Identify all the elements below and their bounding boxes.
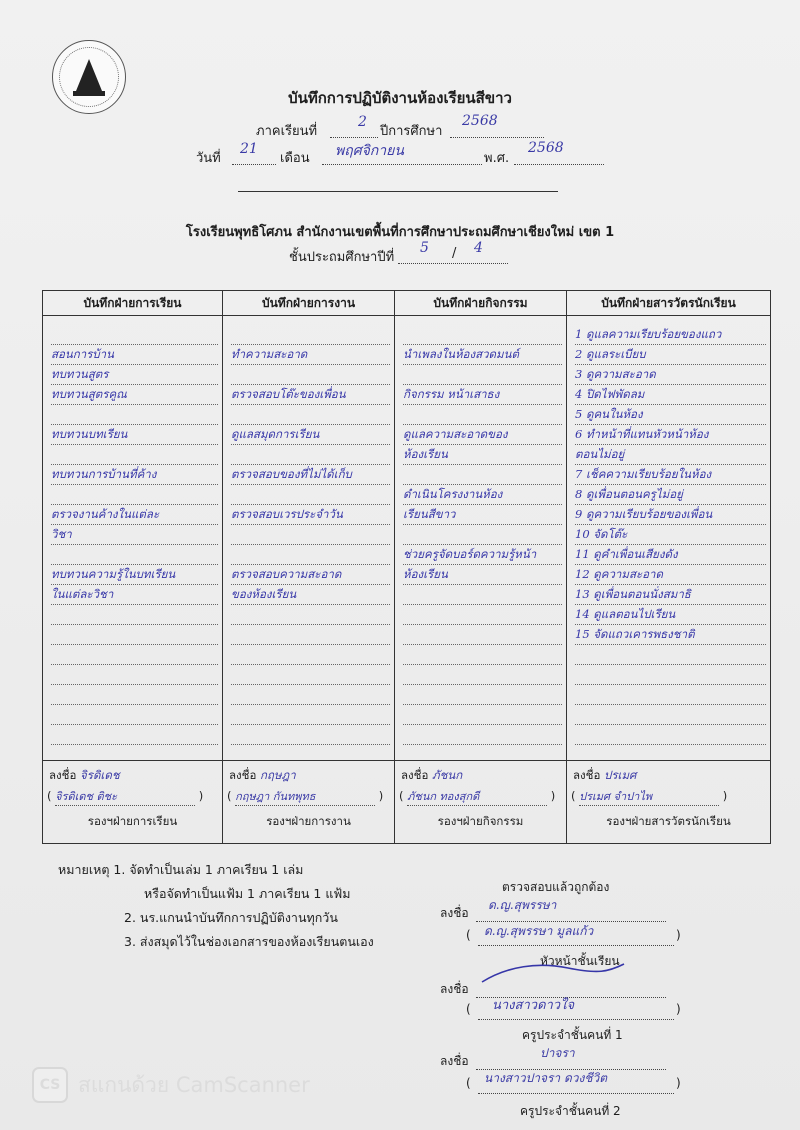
note-line: 2. นร.แกนนำบันทึกการปฏิบัติงานทุกวัน (124, 910, 338, 925)
head-sign-label: ลงชื่อ (440, 906, 469, 920)
month-value: พฤศจิกายน (335, 143, 404, 159)
log-entry (231, 406, 390, 425)
log-entry: ตรวจสอบความสะอาด (231, 566, 390, 585)
log-entry (51, 686, 218, 705)
header-inspector: บันทึกฝ่ายสารวัตรนักเรียน (567, 291, 771, 316)
camscanner-text: สแกนด้วย CamScanner (78, 1072, 310, 1097)
signer-role: รองฯฝ่ายการเรียน (87, 814, 178, 828)
handwritten-signature: กฤษฎา (260, 768, 296, 782)
log-entry (231, 686, 390, 705)
log-entry (231, 326, 390, 345)
log-table (42, 290, 771, 844)
activity-entries (395, 316, 566, 760)
log-entry (51, 666, 218, 685)
teacher1-sign-label: ลงชื่อ (440, 982, 469, 996)
log-entry (51, 606, 218, 625)
log-entry (403, 626, 562, 645)
log-entry: 10 จัดโต๊ะ (575, 526, 766, 545)
note-line: หมายเหตุ 1. จัดทำเป็นเล่ม 1 ภาคเรียน 1 เล่ม (58, 862, 304, 877)
signature-block-work: ลงชื่อ กฤษฎา ( กฤษฎา กันทพุทธ ) รองฯฝ่ายการงาน (223, 761, 394, 843)
log-entry: ดำเนินโครงงานห้อง (403, 486, 562, 505)
year-label: ปีการศึกษา (380, 124, 443, 139)
log-entry: เรียนสีขาว (403, 506, 562, 525)
log-entry (231, 666, 390, 685)
log-entry (231, 626, 390, 645)
approval-heading: ตรวจสอบแล้วถูกต้อง (502, 880, 610, 894)
signer-role: รองฯฝ่ายกิจกรรม (437, 814, 524, 828)
log-entry: 5 ดูคนในห้อง (575, 406, 766, 425)
log-entry: ทำความสะอาด (231, 346, 390, 365)
log-entry: ดูแลสมุดการเรียน (231, 426, 390, 445)
teacher1-role: ครูประจำชั้นคนที่ 1 (522, 1028, 623, 1042)
head-paren-close: ) (676, 928, 681, 942)
log-entry (231, 526, 390, 545)
teacher2-sign-label: ลงชื่อ (440, 1054, 469, 1068)
log-entry: ของห้องเรียน (231, 586, 390, 605)
log-entry (403, 606, 562, 625)
handwritten-signature: จิรดิเดช (80, 768, 120, 782)
teacher1-paren-open: ( (466, 1002, 471, 1016)
sign-label: ลงชื่อ (401, 768, 429, 782)
log-entry (403, 586, 562, 605)
sign-label: ลงชื่อ (573, 768, 601, 782)
teacher2-paren-open: ( (466, 1076, 471, 1090)
log-entry: 11 ดูคำเพื่อนเสียงดัง (575, 546, 766, 565)
log-entry: ทบทวนสูตร (51, 366, 218, 385)
log-entry (51, 646, 218, 665)
semester-value: 2 (358, 114, 367, 130)
log-entry (51, 746, 218, 760)
log-entry (231, 546, 390, 565)
log-entry (51, 706, 218, 725)
teacher1-paren-close: ) (676, 1002, 681, 1016)
teacher2-paren-close: ) (676, 1076, 681, 1090)
log-entry: ทบทวนสูตรคูณ (51, 386, 218, 405)
log-entry: 9 ดูความเรียบร้อยของเพื่อน (575, 506, 766, 525)
log-entry: กิจกรรม หน้าเสาธง (403, 386, 562, 405)
header-divider (238, 191, 558, 192)
signer-name: ภัชนก ทองสุกดี (407, 787, 547, 806)
teacher2-signature: ปาจรา (540, 1046, 575, 1060)
handwritten-signature: ปรเมศ (604, 768, 637, 782)
date-value: 21 (240, 141, 258, 157)
log-entry (403, 326, 562, 345)
log-entry: 15 จัดแถวเคารพธงชาติ (575, 626, 766, 645)
head-role: หัวหน้าชั้นเรียน (540, 954, 620, 968)
log-entry: 8 ดูเพื่อนตอนครูไม่อยู่ (575, 486, 766, 505)
log-entry: ตอนไม่อยู่ (575, 446, 766, 465)
signer-role: รองฯฝ่ายสารวัตรนักเรียน (606, 814, 731, 828)
header-academic: บันทึกฝ่ายการเรียน (43, 291, 223, 316)
header-activity: บันทึกฝ่ายกิจกรรม (395, 291, 567, 316)
date-label: วันที่ (196, 151, 221, 166)
be-label: พ.ศ. (484, 151, 510, 166)
log-entry: ทบทวนบทเรียน (51, 426, 218, 445)
signer-name: กฤษฎา กันทพุทธ (235, 787, 375, 806)
log-entry: ตรวจสอบโต๊ะของเพื่อน (231, 386, 390, 405)
log-entry (231, 486, 390, 505)
log-entry: 1 ดูแลความเรียบร้อยของแถว (575, 326, 766, 345)
log-entry: ตรวจงานค้างในแต่ละ (51, 506, 218, 525)
log-table-body-row (43, 316, 771, 761)
head-signature: ด.ญ.สุพรรษา (488, 898, 557, 912)
grade-label: ชั้นประถมศึกษาปีที่ (289, 250, 395, 265)
log-entry (575, 666, 766, 685)
notes-block (58, 858, 374, 954)
month-label: เดือน (280, 151, 310, 166)
grade-value: 5 (420, 240, 429, 256)
log-entry (575, 706, 766, 725)
sign-label: ลงชื่อ (229, 768, 257, 782)
log-entry: 13 ดูเพื่อนตอนนั่งสมาธิ (575, 586, 766, 605)
log-entry: สอนการบ้าน (51, 346, 218, 365)
log-entry: 4 ปิดไฟพัดลม (575, 386, 766, 405)
log-entry (231, 446, 390, 465)
log-entry (231, 706, 390, 725)
log-table-header-row (43, 291, 771, 316)
log-entry (403, 666, 562, 685)
log-entry: ดูแลความสะอาดของ (403, 426, 562, 445)
semester-field (330, 121, 378, 138)
log-entry (403, 686, 562, 705)
log-entry: ห้องเรียน (403, 566, 562, 585)
log-entry: ช่วยครูจัดบอร์ดความรู้หน้า (403, 546, 562, 565)
header-work: บันทึกฝ่ายการงาน (223, 291, 395, 316)
sign-label: ลงชื่อ (49, 768, 77, 782)
log-entry (403, 406, 562, 425)
log-entry: 3 ดูความสะอาด (575, 366, 766, 385)
log-entry: ตรวจสอบเวรประจำวัน (231, 506, 390, 525)
log-entry (51, 726, 218, 745)
camscanner-watermark (32, 1067, 310, 1103)
log-entry: นำเพลงในห้องสวดมนต์ (403, 346, 562, 365)
log-entry (231, 606, 390, 625)
signer-name: จิรดิเดช ติชะ (55, 787, 195, 806)
log-entry (403, 526, 562, 545)
log-entry: วิชา (51, 526, 218, 545)
teacher1-signature-flourish (478, 958, 628, 988)
signature-block-academic: ลงชื่อ จิรดิเดช ( จิรดิเดช ติชะ ) รองฯฝ่ายการเรียน (43, 761, 222, 843)
log-entry (231, 726, 390, 745)
semester-label: ภาคเรียนที่ (256, 124, 318, 139)
work-entries (223, 316, 394, 760)
log-entry (51, 546, 218, 565)
log-entry (403, 366, 562, 385)
log-entry (51, 486, 218, 505)
inspector-entries (567, 316, 770, 760)
log-entry: 2 ดูแลระเบียบ (575, 346, 766, 365)
year-value: 2568 (462, 113, 498, 129)
log-entry (51, 446, 218, 465)
log-entry: ทบทวนความรู้ในบทเรียน (51, 566, 218, 585)
log-entry: ทบทวนการบ้านที่ค้าง (51, 466, 218, 485)
teacher1-name: นางสาวดาวใจ (492, 998, 575, 1013)
note-line: หรือจัดทำเป็นแฟ้ม 1 ภาคเรียน 1 แฟ้ม (144, 886, 351, 901)
log-entry (403, 746, 562, 760)
teacher2-name: นางสาวปาจรา ดวงชีวิต (484, 1071, 608, 1085)
handwritten-signature: ภัชนก (432, 768, 463, 782)
teacher2-role: ครูประจำชั้นคนที่ 2 (520, 1104, 621, 1118)
be-value: 2568 (528, 140, 564, 156)
log-entry: 7 เช็คความเรียบร้อยในห้อง (575, 466, 766, 485)
log-entry: 12 ดูความสะอาด (575, 566, 766, 585)
log-entry (575, 746, 766, 760)
log-entry: ตรวจสอบของที่ไม่ได้เก็บ (231, 466, 390, 485)
log-entry (403, 706, 562, 725)
signer-name: ปรเมศ จำปาไพ (579, 787, 719, 806)
signer-role: รองฯฝ่ายการงาน (266, 814, 351, 828)
signature-block-inspector: ลงชื่อ ปรเมศ ( ปรเมศ จำปาไพ ) รองฯฝ่ายสารวัตรนักเรียน (567, 761, 770, 843)
note-line: 3. ส่งสมุดไว้ในช่องเอกสารของห้องเรียนตนเอง (124, 934, 374, 949)
log-entry: 14 ดูแลตอนไปเรียน (575, 606, 766, 625)
log-entry (403, 466, 562, 485)
log-entry (51, 326, 218, 345)
log-entry (575, 686, 766, 705)
log-entry (403, 646, 562, 665)
log-entry (51, 626, 218, 645)
log-entry: 6 ทำหน้าที่แทนหัวหน้าห้อง (575, 426, 766, 445)
document-title: บันทึกการปฏิบัติงานห้องเรียนสีขาว (288, 89, 512, 107)
log-table-signature-row (43, 761, 771, 844)
head-paren-open: ( (466, 928, 471, 942)
school-name: โรงเรียนพุทธิโศภน สำนักงานเขตพื้นที่การศึกษาประถมศึกษาเชียงใหม่ เขต 1 (185, 225, 615, 240)
room-value: 4 (474, 240, 483, 256)
log-entry (231, 646, 390, 665)
camscanner-logo-icon: CS (32, 1067, 68, 1103)
log-entry: ในแต่ละวิชา (51, 586, 218, 605)
log-entry (575, 726, 766, 745)
log-entry (231, 366, 390, 385)
log-entry (231, 746, 390, 760)
academic-entries (43, 316, 222, 760)
grade-slash: / (452, 246, 457, 261)
signature-block-activity: ลงชื่อ ภัชนก ( ภัชนก ทองสุกดี ) รองฯฝ่ายกิจกรรม (395, 761, 566, 843)
log-entry (403, 726, 562, 745)
log-entry (575, 646, 766, 665)
log-entry: ห้องเรียน (403, 446, 562, 465)
log-entry (51, 406, 218, 425)
head-name: ด.ญ.สุพรรษา มูลแก้ว (484, 924, 594, 938)
